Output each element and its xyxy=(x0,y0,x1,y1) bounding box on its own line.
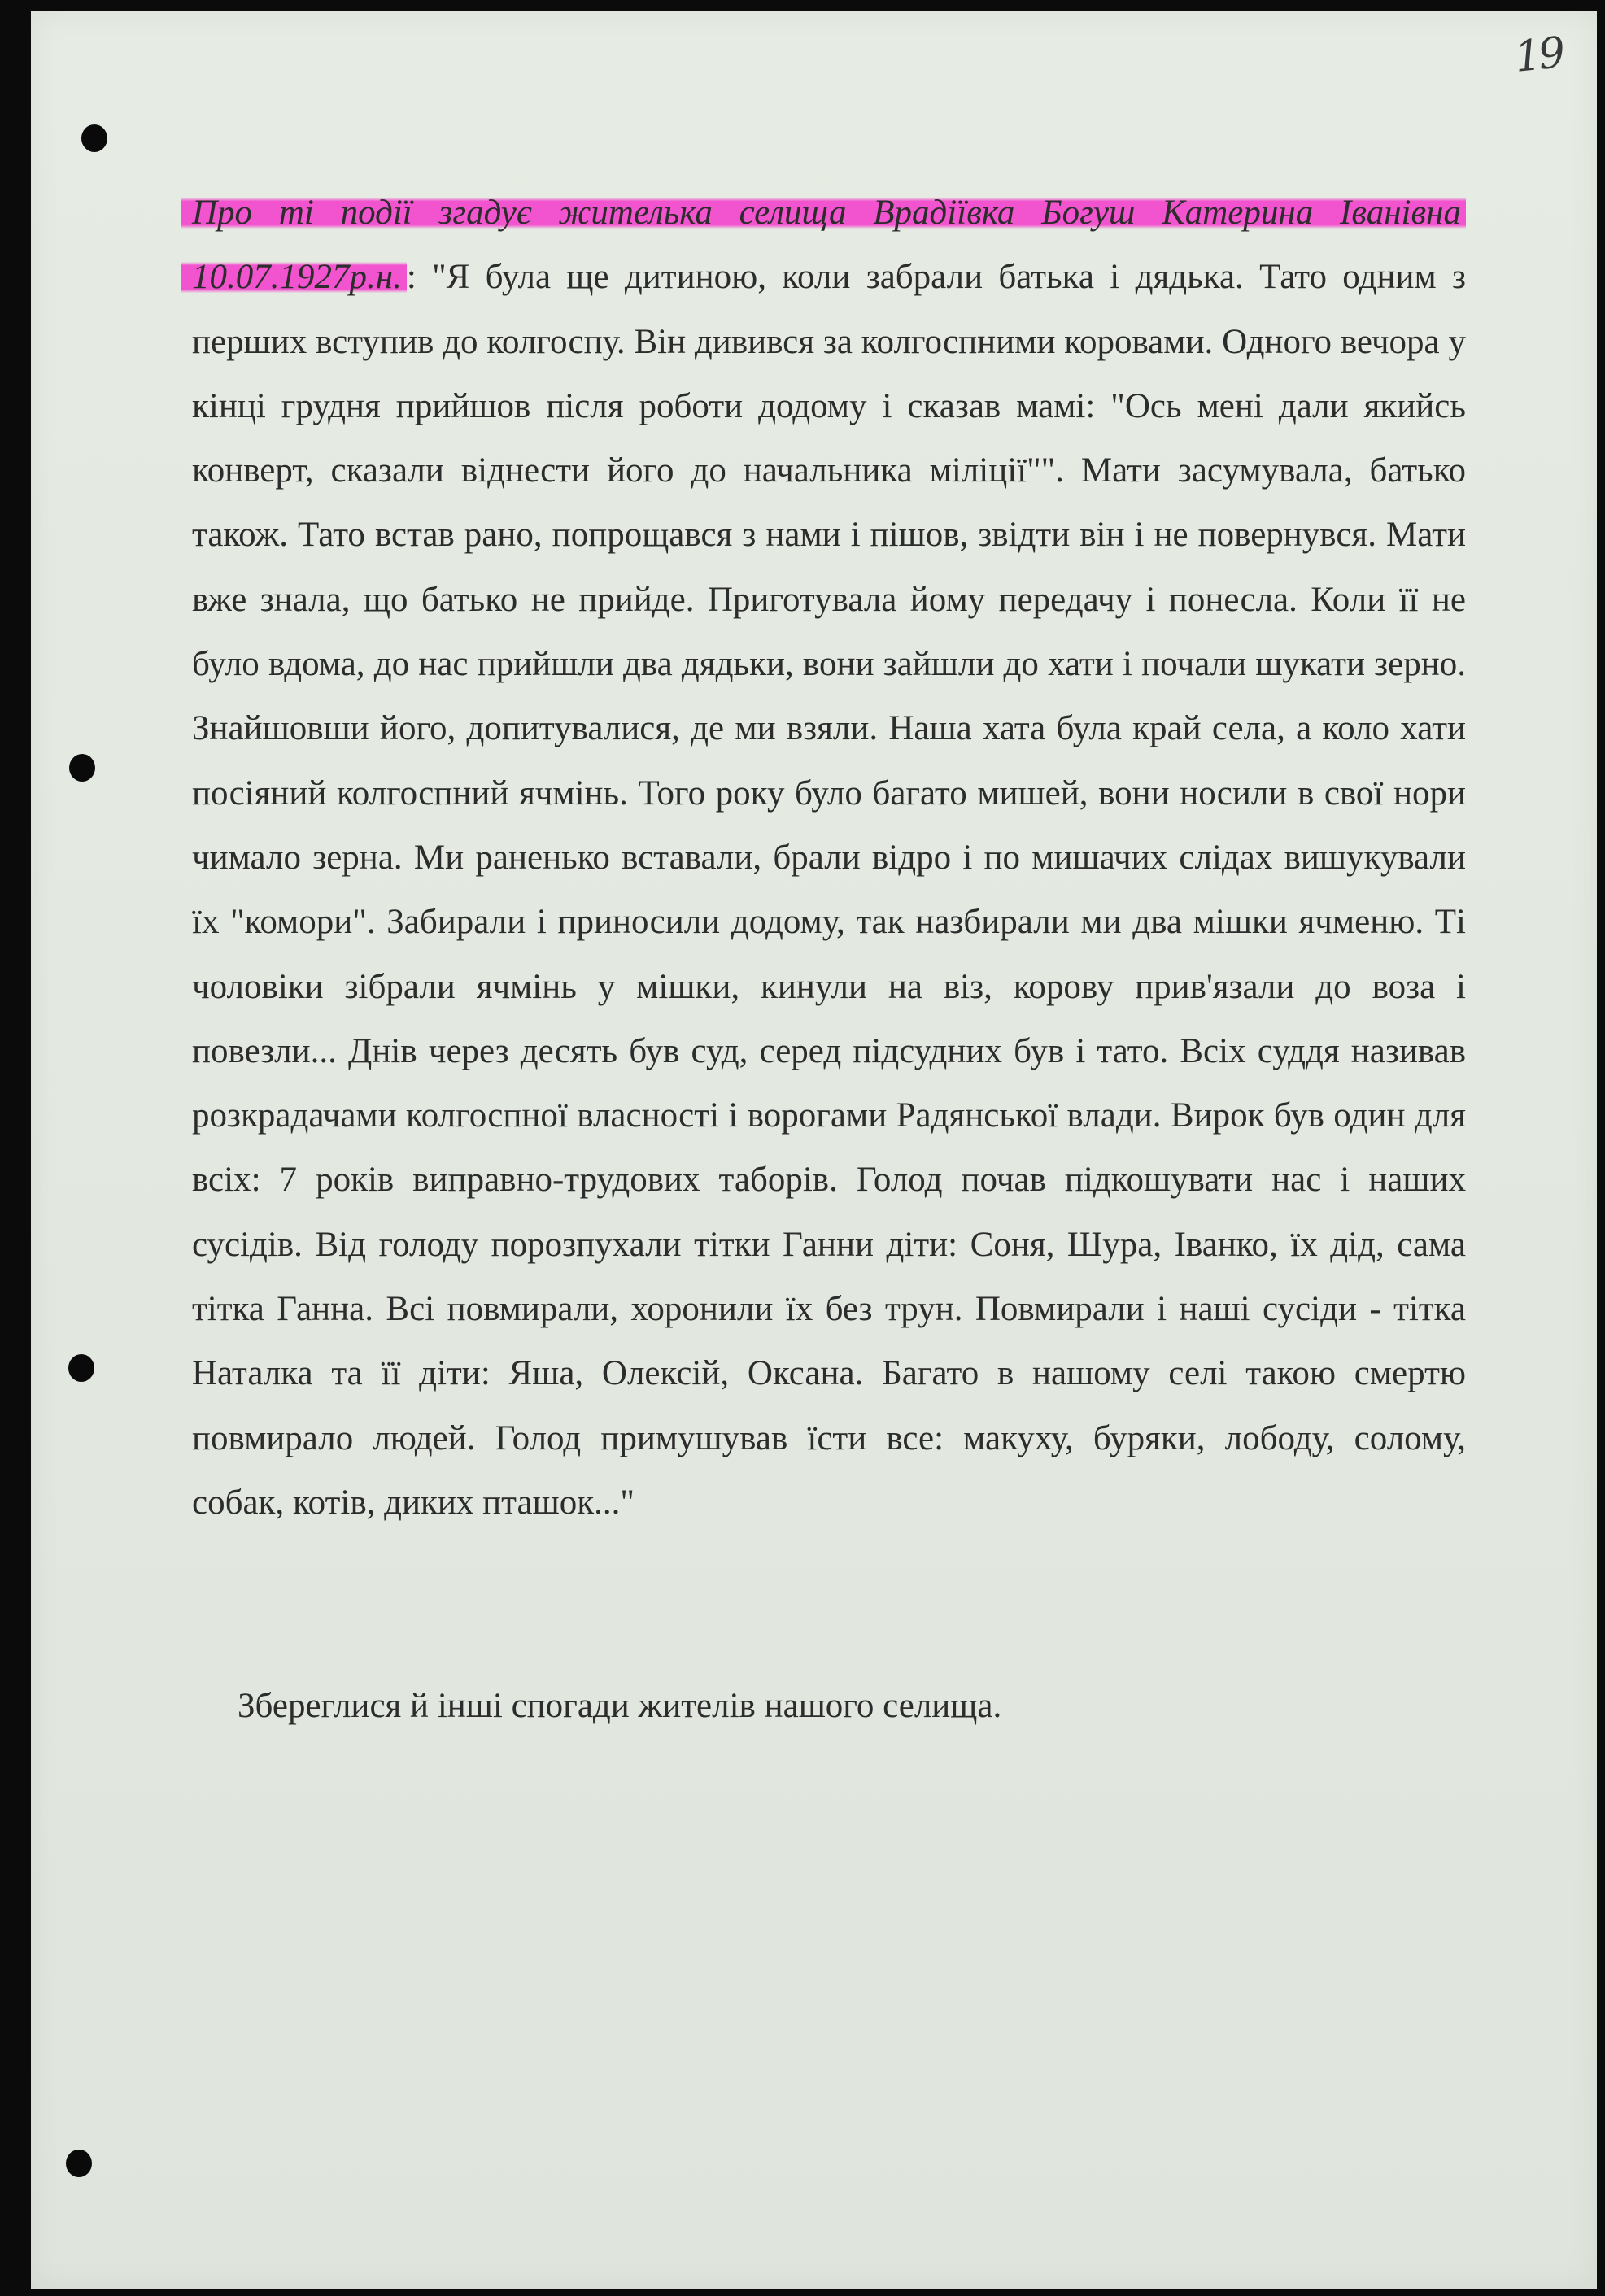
testimony-text xyxy=(192,181,1466,1535)
punch-hole-1 xyxy=(81,124,107,152)
page-number: 19 xyxy=(1512,28,1565,82)
closing-sentence: Збереглися й інші спогади жителів нашого селища. xyxy=(238,1687,1002,1725)
testimony-paragraph xyxy=(192,181,1466,1535)
punch-hole-4 xyxy=(66,2150,92,2177)
testimony-quote: "Я була ще дитиною, коли забрали батька і дядька. Тато одним з перших вступив до колгоспу. Він дивився за колгоспними коровами. Одного вечора у кінці грудня прийшов після роботи додому і сказав мамі: "Ось мені дали якийсь конверт, сказали віднести його до начальника міліції"". Мати засумувала, батько також. Тато встав рано, попрощався з нами і пішов, звідти він і не повернувся. Мати вже знала, що батько не прийде. Приготувала йому передачу і понесла. Коли її не було вдома, до нас прийшли два дядьки, вони зайшли до хати і почали шукати зерно. Знайшовши його, допитувалися, де ми взяли. Наша хата була край села, а коло хати посіяний колгоспний ячмінь. Того року було багато мишей, вони носили в свої нори чимало зерна. Ми раненько вставали, брали відро і по мишачих слідах вишукували їх "комори". Забирали і приносили додому, так назбирали ми два мішки ячменю. Ті чоловіки зібрали ячмінь у мішки, кинули на віз, корову прив'язали до воза і повезли... Днів через десять був суд, серед підсудних був і тато. Всіх суддя називав розкрадачами колгоспної власності і ворогами Радянської влади. Вирок був один для всіх: 7 років виправно-трудових таборів. Голод почав підкошувати нас і наших сусідів. Від голоду порозпухали тітки Ганни діти: Соня, Шура, Іванко, їх дід, сама тітка Ганна. Всі повмирали, хоронили їх без трун. Повмирали і наші сусіди - тітка Наталка та її діти: Яша, Олексій, Оксана. Багато в нашому селі такою смертю повмирало людей. Голод примушував їсти все: макуху, буряки, лободу, солому, собак, котів, диких пташок..." xyxy=(192,258,1466,1522)
highlighted-source-attribution: Про ті події згадує жителька селища Врадіївка Богуш Катерина Іванівна 10.07.1927р.н. xyxy=(181,194,1466,296)
punch-hole-2 xyxy=(69,754,95,782)
attribution-colon: : xyxy=(406,258,417,297)
punch-hole-3 xyxy=(68,1354,94,1382)
